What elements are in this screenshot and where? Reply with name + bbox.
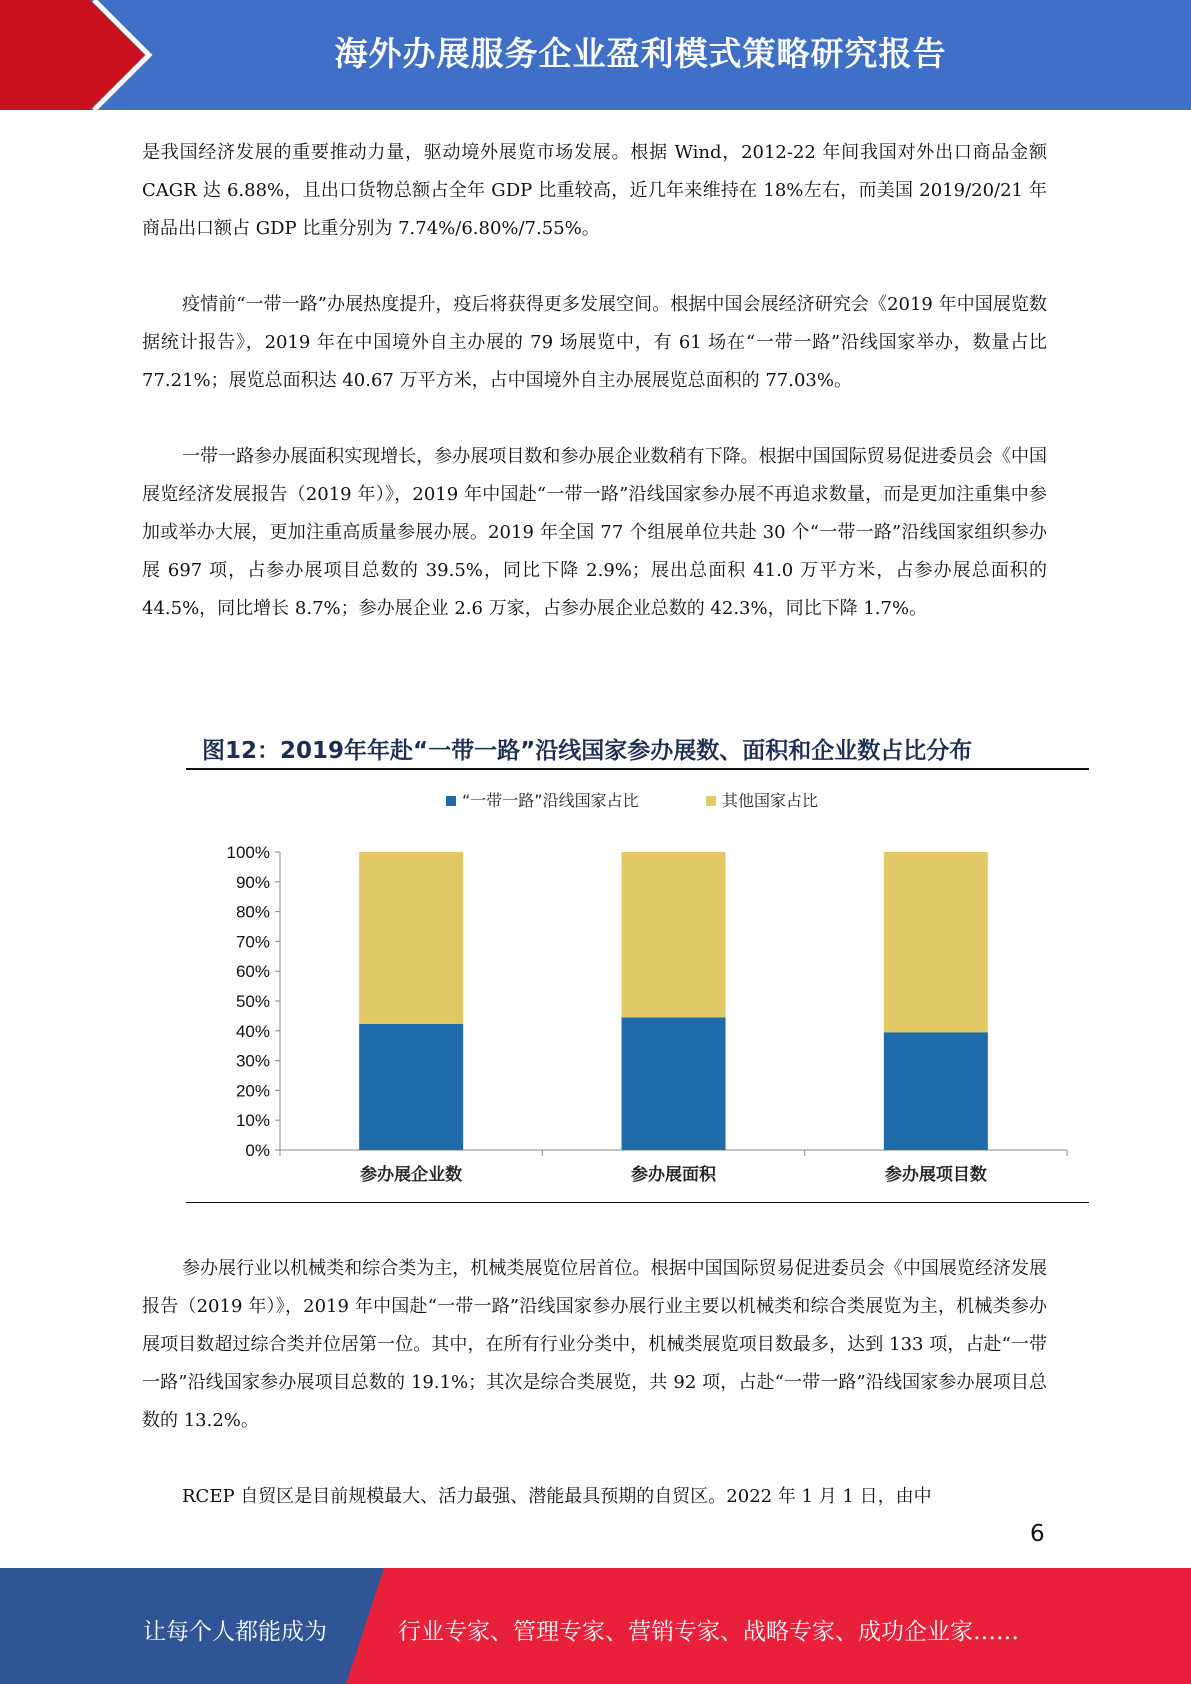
y-tick-label: 60% bbox=[235, 962, 270, 982]
bar-segment bbox=[359, 1024, 463, 1150]
y-tick-label: 0% bbox=[245, 1141, 270, 1160]
body-content-lower bbox=[142, 1250, 1047, 1554]
legend-label: “一带一路”沿线国家占比 bbox=[462, 791, 639, 810]
paragraph: 是我国经济发展的重要推动力量，驱动境外展览市场发展。根据 Wind，2012-22 年间我国对外出口商品金额 CAGR 达 6.88%，且出口货物总额占全年 GDP 比重较高，近几年来维持在 18%左右，而美国 2019/20/21 年商品出口额占 GDP 比重分别为 7.74%/6.80%/7.55%。 bbox=[142, 142, 1047, 239]
page-header bbox=[0, 0, 1191, 110]
bar-segment bbox=[884, 1032, 988, 1150]
figure-12 bbox=[186, 727, 1089, 1204]
bar-segment bbox=[359, 852, 463, 1024]
y-tick-label: 70% bbox=[235, 932, 270, 952]
paragraph: 疫情前“一带一路”办展热度提升，疫后将获得更多发展空间。根据中国会展经济研究会《2019 年中国展览数据统计报告》，2019 年在中国境外自主办展的 79 场展览中，有 61 场在“一带一路”沿线国家举办，数量占比 77.21%；展览总面积达 40.67 万平方米，占中国境外自主办展展览总面积的 77.03%。 bbox=[142, 294, 1047, 391]
y-tick-label: 50% bbox=[235, 992, 270, 1011]
paragraph: 一带一路参办展面积实现增长，参办展项目数和参办展企业数稍有下降。根据中国国际贸易促进委员会《中国展览经济发展报告（2019 年）》，2019 年中国赴“一带一路”沿线国家参办展不再追求数量，而是更加注重集中参加或举办大展，更加注重高质量参展办展。2019 年全国 77 个组展单位共赴 30 个“一带一路”沿线国家组织参办展 697 项，占参办展项目总数的 39.5%，同比下降 2.9%；展出总面积 41.0 万平方米，占参办展总面积的 44.5%，同比增长 8.7%；参办展企业 2.6 万家，占参办展企业总数的 42.3%，同比下降 1.7%。 bbox=[142, 446, 1047, 619]
y-tick-label: 30% bbox=[235, 1051, 270, 1071]
y-tick-label: 40% bbox=[235, 1021, 270, 1041]
paragraph: RCEP 自贸区是目前规模最大、活力最强、潜能最具预期的自贸区。2022 年 1 月 1 日，由中 bbox=[182, 1486, 932, 1507]
bar-segment bbox=[622, 1017, 726, 1150]
legend-label: 其他国家占比 bbox=[722, 791, 819, 810]
bar-segment bbox=[884, 852, 988, 1032]
y-tick-label: 90% bbox=[235, 872, 270, 892]
y-tick-label: 10% bbox=[235, 1111, 270, 1131]
stacked-bar-chart bbox=[186, 727, 1089, 1204]
y-tick-label: 80% bbox=[235, 902, 270, 922]
footer-slogan-left: 让每个人都能成为 bbox=[143, 1619, 327, 1645]
figure-title: 图12：2019年年赴“一带一路”沿线国家参办展数、面积和企业数占比分布 bbox=[202, 738, 973, 764]
y-tick-label: 20% bbox=[235, 1081, 270, 1101]
y-tick-label: 100% bbox=[226, 843, 270, 862]
legend-swatch bbox=[446, 796, 456, 806]
x-category-label: 参办展面积 bbox=[631, 1165, 716, 1185]
header-title: 海外办展服务企业盈利模式策略研究报告 bbox=[334, 34, 947, 73]
paragraph: 参办展行业以机械类和综合类为主，机械类展览位居首位。根据中国国际贸易促进委员会《中国展览经济发展报告（2019 年）》，2019 年中国赴“一带一路”沿线国家参办展行业主要以机械类和综合类展览为主，机械类参办展项目数超过综合类并位居第一位。其中，在所有行业分类中，机械类展览项目数最多，达到 133 项，占赴“一带一路”沿线国家参办展项目总数的 19.1%；其次是综合类展览，共 92 项，占赴“一带一路”沿线国家参办展项目总数的 13.2%。 bbox=[142, 1258, 1047, 1431]
x-category-label: 参办展企业数 bbox=[360, 1165, 463, 1185]
page-number: 6 bbox=[1030, 1521, 1045, 1547]
x-category-label: 参办展项目数 bbox=[884, 1165, 987, 1185]
body-content bbox=[142, 134, 1047, 666]
legend-swatch bbox=[706, 796, 716, 806]
bar-segment bbox=[622, 852, 726, 1017]
figure-bottom-rule bbox=[186, 1202, 1089, 1203]
footer-slogan-right: 行业专家、管理专家、营销专家、战略专家、成功企业家…… bbox=[398, 1619, 1019, 1645]
